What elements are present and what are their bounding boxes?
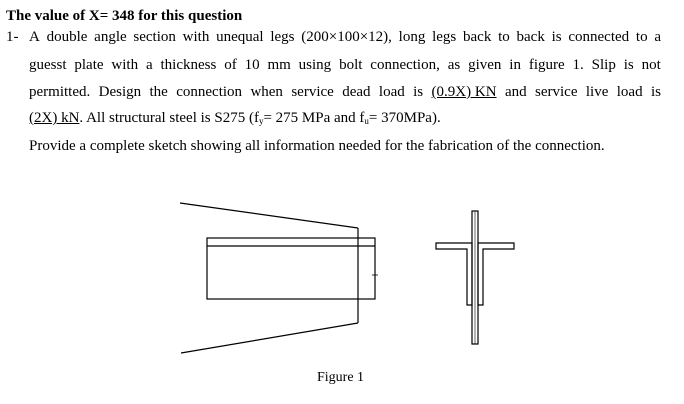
line3-word: is [413,84,424,100]
line1-word: double [46,29,88,45]
gusset-plate-bottom-edge [181,323,358,353]
line3-word: service [291,84,334,100]
line3-word: service [535,84,578,100]
line3-word: connection [176,84,243,100]
line3-word: dead [342,84,371,100]
steel-grade-text: . All structural steel is S275 (f [79,110,259,126]
line1-word: connected [568,29,630,45]
question-number: 1- [6,29,19,45]
live-load-value: (2X) kN [29,110,80,126]
fu-text: = 370MPa). [368,110,441,126]
line2-word: in [509,57,521,73]
dead-load-value: (0.9X) KN [431,84,497,100]
line2-word: as [447,57,461,73]
line2-word: a [145,57,153,73]
line1-word: section [133,29,176,45]
line1-word: A [29,29,40,45]
line1-word: long [398,29,426,45]
line2-word: 10 [244,57,260,73]
line2-word: figure [528,57,565,73]
line2-word: with [111,57,139,73]
line1-word: (200×100×12), [301,29,392,45]
line1-word: back [516,29,545,45]
question-instruction: Provide a complete sketch showing all information needed for the fabrication of the connection. [29,138,605,154]
line3-word: and [504,84,527,100]
line2-word: given [468,57,502,73]
line3-word: Design [98,84,142,100]
gusset-plate-top-edge [180,203,358,228]
line2-word: mm [267,57,291,73]
line2-word: of [224,57,237,73]
line3-word: load [616,84,643,100]
line2-word: bolt [339,57,363,73]
line2-word: Slip [591,57,616,73]
line2-word: thickness [160,57,217,73]
line1-word: with [182,29,210,45]
question-heading: The value of X= 348 for this question [6,8,243,24]
line2-word: not [641,57,661,73]
double-angle-member [207,238,375,299]
line1-word: legs [270,29,295,45]
line3-word: permitted. [29,84,91,100]
line1-word: angle [94,29,127,45]
line1-word: to [498,29,510,45]
line2-word: plate [74,57,104,73]
line3-word: the [149,84,168,100]
section-right-angle [478,243,514,305]
line2-word: using [298,57,332,73]
line2-word: connection, [370,57,440,73]
line1-word: legs [432,29,457,45]
line2-word: is [623,57,634,73]
fu-subscript: u [364,116,369,126]
line1-word: to [635,29,648,45]
section-left-angle [436,243,472,305]
line1-word: back [463,29,492,45]
figure-caption: Figure 1 [317,370,365,385]
fy-subscript: y [258,116,264,126]
line3-word: when [250,84,283,100]
line3-word: live [585,84,609,100]
line1-word: a [654,29,661,45]
line3-word: is [650,84,661,100]
line2-word: 1. [572,57,584,73]
line2-word: guesst [29,57,67,73]
line3-word: load [378,84,405,100]
line1-word: unequal [216,29,264,45]
line1-word: is [551,29,562,45]
fy-text: = 275 MPa and f [263,110,365,126]
